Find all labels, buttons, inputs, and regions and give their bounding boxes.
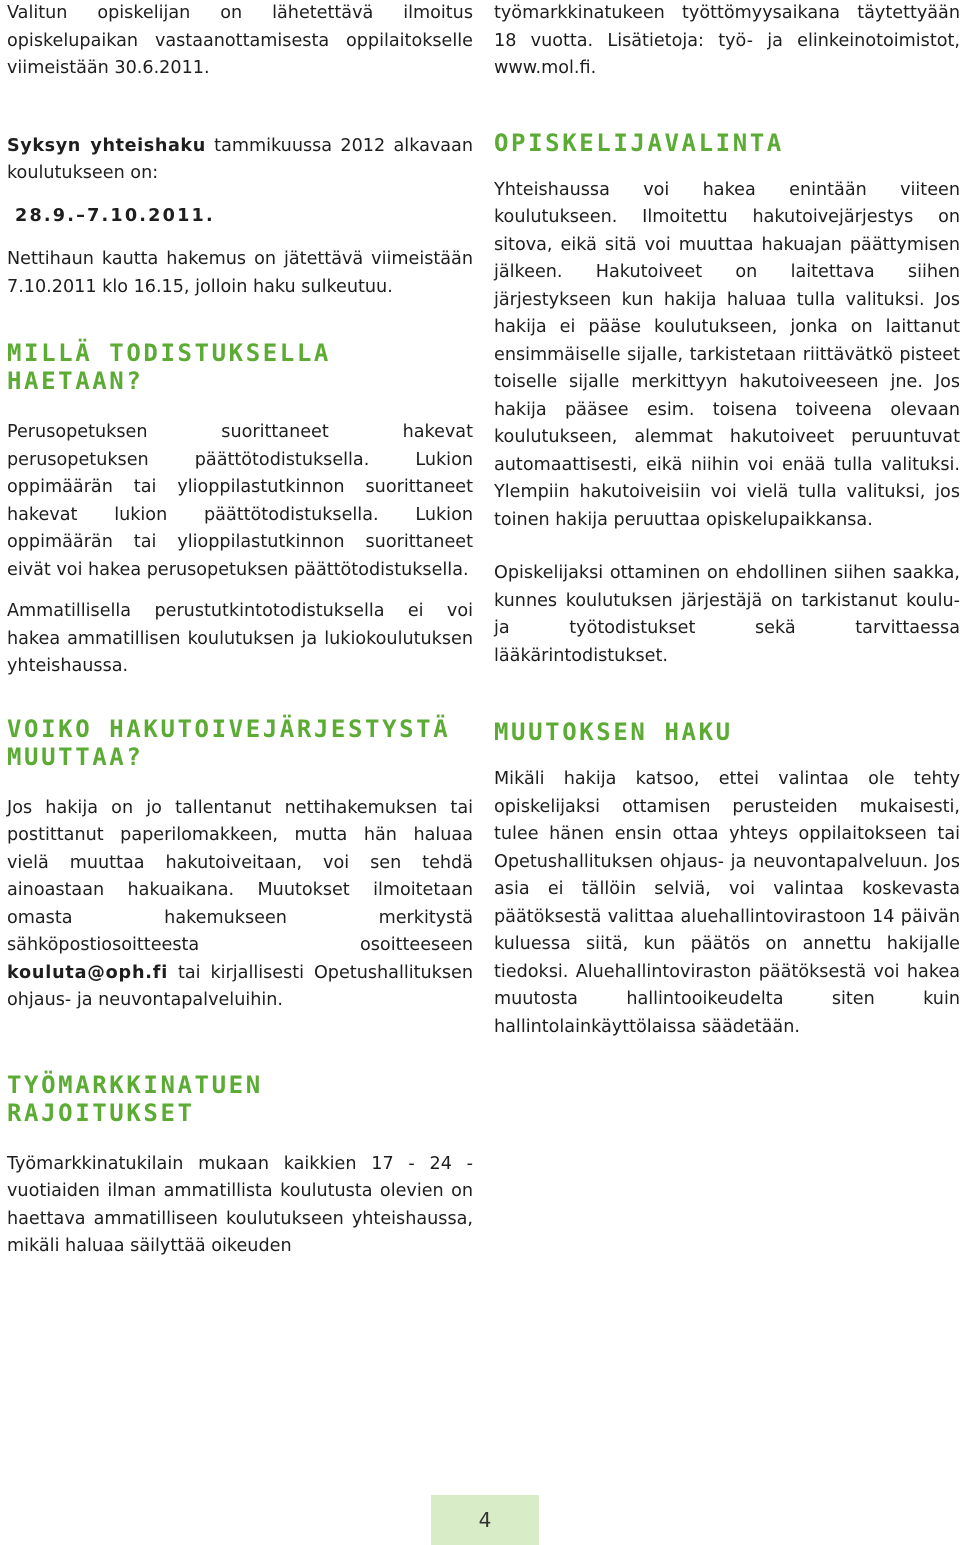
heading-student-selection: OPISKELIJAVALINTA <box>494 128 784 157</box>
selection-paragraph-2: Opiskelijaksi ottaminen on ehdollinen siihen saakka, kunnes koulutuksen järjestäjä on tarkistanut koulu- ja työtodistukset sekä tarvittaessa lääkärintodistukset. <box>494 563 960 666</box>
left-column <box>7 0 473 1261</box>
autumn-application-text: tammikuussa 2012 alkavaan koulutukseen on: <box>7 135 473 183</box>
labour-market-continued: työmarkkinatukeen työttömyysaikana täytettyään 18 vuotta. Lisätietoja: työ- ja elinkeinotoimistot, www.mol.fi. <box>494 3 960 78</box>
online-application-paragraph: Nettihaun kautta hakemus on jätettävä viimeistään 7.10.2011 klo 16.15, jolloin haku sulkeutuu. <box>7 249 473 297</box>
certificate-paragraph-2: Ammatillisella perustutkintotodistuksella ei voi hakea ammatillisen koulutuksen ja lukiokoulutuksen yhteishaussa. <box>7 601 473 676</box>
heading-change-order: VOIKO HAKUTOIVEJÄRJESTYSTÄ MUUTTAA? <box>7 714 451 771</box>
page-number: 4 <box>431 1495 539 1545</box>
application-dates: 28.9.–7.10.2011. <box>15 205 215 226</box>
appeal-paragraph: Mikäli hakija katsoo, ettei valintaa ole tehty opiskelijaksi ottamisen perusteiden mukaisesti, tulee hänen ensin ottaa yhteys oppilaitokseen tai Opetushallituksen ohjaus- ja neuvontapalveluun. Jos asia ei tällöin selviä, voi valintaa koskevasta päätöksestä valittaa aluehallintovirastoon 14 päivän kuluessa siitä, kun päätös on annettu hakijalle tiedoksi. Aluehallintoviraston päätöksestä voi hakea muutosta hallintooikeudelta siten kuin hallintolainkäyttölaissa säädetään. <box>494 769 960 1037</box>
notice-paragraph: Valitun opiskelijan on lähetettävä ilmoitus opiskelupaikan vastaanottamisesta oppilaitokselle viimeistään 30.6.2011. <box>7 3 473 78</box>
labour-market-paragraph: Työmarkkinatukilain mukaan kaikkien 17 - 24 -vuotiaiden ilman ammatillista koulutusta olevien on haettava ammatilliseen koulutukseen yhteishaussa, mikäli haluaa säilyttää oikeuden <box>7 1153 473 1256</box>
change-order-text-a: Jos hakija on jo tallentanut nettihakemuksen tai postittanut paperilomakkeen, mutta hän haluaa vielä muuttaa hakutoiveitaan, voi sen tehdä ainoastaan hakuaikana. Muutokset ilmoitetaan omasta hakemukseen merkitystä sähköpostiosoitteesta osoitteeseen <box>7 797 473 955</box>
heading-certificate: MILLÄ TODISTUKSELLA HAETAAN? <box>7 339 331 395</box>
email-address[interactable]: kouluta@oph.fi <box>7 962 169 983</box>
heading-labour-market: TYÖMARKKINATUEN RAJOITUKSET <box>7 1070 263 1127</box>
selection-paragraph-1: Yhteishaussa voi hakea enintään viiteen koulutukseen. Ilmoitettu hakutoivejärjestys on sitova, eikä sitä voi muuttaa hakuajan päättymisen jälkeen. Hakutoiveet on laitettava siihen järjestykseen kun hakija haluaa tulla valituksi. Jos hakija ei pääse koulutukseen, jonka on laittanut ensimmäiselle sijalle, tarkistetaan riittävätkö pisteet toiselle sijalle merkittyyn hakutoiveeseen jne. Jos hakija pääsee esim. toisena toiveena olevaan koulutukseen, alemmat hakutoiveet peruuntuvat automaattisesti, eikä niihin voi enää tulla valituksi. Ylempiin hakutoiveisiin voi vielä tulla valituksi, jos toinen hakija peruuttaa opiskelupaikkansa. <box>494 179 960 530</box>
right-column <box>494 0 960 1041</box>
autumn-application-lead: Syksyn yhteishaku <box>7 135 206 156</box>
change-order-text-b: tai kirjallisesti Opetushallituksen ohjaus- ja neuvontapalveluihin. <box>7 962 473 1010</box>
heading-appeal: MUUTOKSEN HAKU <box>494 718 733 746</box>
autumn-application-paragraph <box>7 133 473 188</box>
certificate-paragraph-1: Perusopetuksen suorittaneet hakevat perusopetuksen päättötodistuksella. Lukion oppimäärän tai ylioppilastutkinnon suorittaneet hakevat lukion päättötodistuksella. Lukion oppimäärän tai ylioppilastutkinnon suorittaneet eivät voi hakea perusopetuksen päättötodistuksella. <box>7 422 473 580</box>
change-order-paragraph <box>7 795 473 1015</box>
